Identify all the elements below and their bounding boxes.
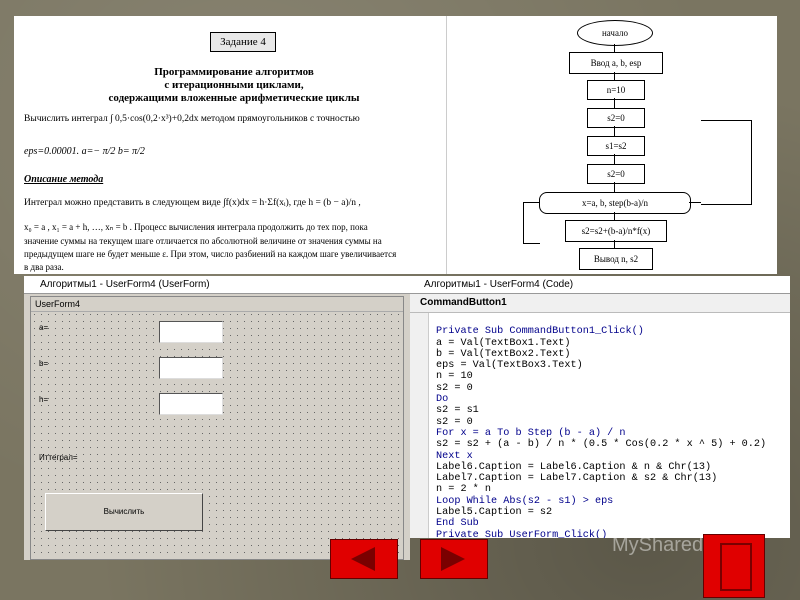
label-b: b= bbox=[39, 359, 49, 368]
watermark: MyShared bbox=[612, 534, 704, 556]
task-document bbox=[14, 16, 446, 274]
task-statement: Вычислить интеграл ∫ 0,5·cos(0,2·x³)+0,2dx методом прямоугольников с точностью bbox=[24, 114, 360, 124]
method-text-3: предыдущем шаге не будет меньше ε. При этом, число разбиений на каждом шаге увеличивается bbox=[24, 249, 397, 259]
method-formula: Интеграл можно представить в следующем виде ∫f(x)dx = h·Σf(xᵢ), где h = (b − a)/n , bbox=[24, 198, 361, 208]
code-lines bbox=[436, 315, 766, 538]
label-a: a= bbox=[39, 323, 49, 332]
flow-n-init: n=10 bbox=[587, 80, 645, 100]
code-line: Do bbox=[436, 394, 449, 406]
next-slide-button[interactable] bbox=[420, 539, 488, 579]
code-line: End Sub bbox=[436, 518, 479, 530]
code-line: s2 = s1 bbox=[436, 405, 479, 417]
code-window-title: Алгоритмы1 - UserForm4 (Code) bbox=[410, 276, 790, 294]
object-combo[interactable]: CommandButton1 bbox=[410, 294, 790, 313]
code-gutter bbox=[410, 313, 429, 538]
flow-s1-assign: s1=s2 bbox=[587, 136, 645, 156]
flow-start: начало bbox=[577, 20, 653, 46]
code-line: Next x bbox=[436, 450, 473, 462]
flowchart-panel bbox=[446, 16, 777, 274]
task-precision: eps=0.00001. a=− π/2 b= π/2 bbox=[24, 146, 145, 157]
flow-s2-reset: s2=0 bbox=[587, 164, 645, 184]
flow-input: Ввод a, b, esp bbox=[569, 52, 663, 74]
code-line: Label5.Caption = s2 bbox=[436, 507, 553, 519]
home-icon bbox=[720, 543, 752, 591]
flow-outer-loop bbox=[701, 120, 752, 205]
title-line-3: содержащими вложенные арифметические циклы bbox=[108, 92, 360, 104]
code-line: s2 = 0 bbox=[436, 382, 473, 394]
userform-window-title: Алгоритмы1 - UserForm4 (UserForm) bbox=[24, 276, 410, 294]
prev-slide-button[interactable] bbox=[330, 539, 398, 579]
flow-output: Вывод n, s2 bbox=[579, 248, 653, 270]
arrow-left-icon bbox=[351, 547, 375, 571]
method-text-1: x₀ = a , x₁ = a + h, …, xₙ = b . Процесс вычисления интеграла продолжить до тех пор, пока bbox=[24, 222, 368, 232]
flow-s2-init: s2=0 bbox=[587, 108, 645, 128]
code-line: s2 = 0 bbox=[436, 416, 473, 428]
title-line-1: Программирование алгоритмов bbox=[154, 66, 314, 78]
method-text-2: значение суммы на текущем шаге отличается по абсолютной величине от значения суммы на bbox=[24, 236, 382, 246]
code-window bbox=[410, 276, 790, 538]
code-line: n = 10 bbox=[436, 371, 473, 383]
code-line: n = 2 * n bbox=[436, 484, 492, 496]
flow-loop-exit bbox=[689, 202, 701, 203]
document-title bbox=[74, 66, 394, 105]
arrow-right-icon bbox=[441, 547, 465, 571]
code-line: Label7.Caption = Label7.Caption & s2 & Chr(13) bbox=[436, 473, 718, 485]
userform-caption: UserForm4 bbox=[31, 297, 403, 312]
flow-sum: s2=s2+(b-a)/n*f(x) bbox=[565, 220, 667, 242]
code-line: b = Val(TextBox2.Text) bbox=[436, 348, 571, 360]
flow-loop: x=a, b, step(b-a)/n bbox=[539, 192, 691, 214]
userform-designer-window bbox=[24, 276, 410, 560]
code-line: For x = a To b Step (b - a) / n bbox=[436, 427, 626, 439]
flow-loop-back bbox=[523, 202, 540, 244]
task-label: Задание 4 bbox=[210, 32, 276, 52]
textbox-a[interactable] bbox=[159, 321, 223, 343]
textbox-h[interactable] bbox=[159, 393, 223, 415]
home-button[interactable] bbox=[703, 534, 765, 598]
textbox-b[interactable] bbox=[159, 357, 223, 379]
method-heading: Описание метода bbox=[24, 174, 104, 185]
label-integral: Иттеграл= bbox=[39, 453, 78, 462]
method-text-4: в два раза. bbox=[24, 262, 64, 272]
code-line: Private Sub UserForm_Click() bbox=[436, 529, 608, 538]
label-h: h= bbox=[39, 395, 49, 404]
title-line-2: с итерационными циклами, bbox=[164, 79, 304, 91]
code-line: Label6.Caption = Label6.Caption & n & Chr(13) bbox=[436, 461, 712, 473]
code-line: Loop While Abs(s2 - s1) > eps bbox=[436, 495, 614, 507]
code-editor[interactable] bbox=[410, 313, 790, 538]
userform[interactable] bbox=[30, 296, 404, 560]
code-line: a = Val(TextBox1.Text) bbox=[436, 337, 571, 349]
code-line: s2 = s2 + (a - b) / n * (0.5 * Cos(0.2 * x ^ 5) + 0.2) bbox=[436, 439, 767, 451]
calculate-button[interactable]: Вычислить bbox=[45, 493, 203, 531]
code-line: eps = Val(TextBox3.Text) bbox=[436, 360, 583, 372]
code-line: Private Sub CommandButton1_Click() bbox=[436, 326, 644, 338]
